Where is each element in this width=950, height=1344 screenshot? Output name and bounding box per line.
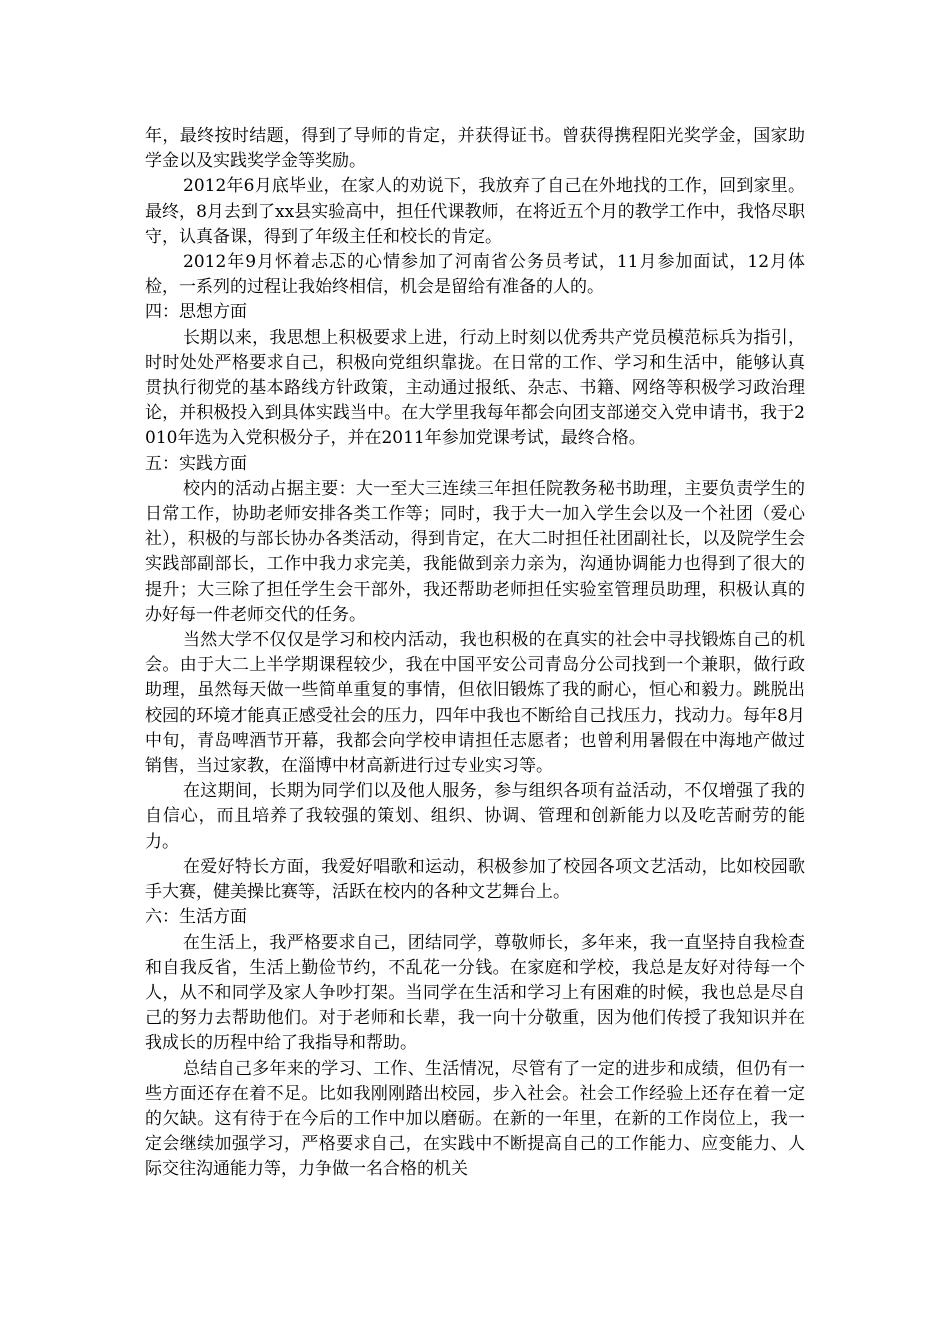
paragraph-graduation-teaching: 2012年6月底毕业，在家人的劝说下，我放弃了自己在外地找的工作，回到家里。最终，8月去到了xx县实验高中，担任代课教师，在将近五个月的教学工作中，我恪尽职守，认真备课，得到了年级主任和校长的肯定。 <box>145 176 805 247</box>
paragraph-service: 在这期间，长期为同学们以及他人服务，参与组织各项有益活动，不仅增强了我的自信心，而且培养了我较强的策划、组织、协调、管理和创新能力以及吃苦耐劳的能力。 <box>145 781 805 852</box>
paragraph-social-practice: 当然大学不仅仅是学习和校内活动，我也积极的在真实的社会中寻找锻炼自己的机会。由于大二上半学期课程较少，我在中国平安公司青岛分公司找到一个兼职，做行政助理，虽然每天做一些简单重复的事情，但依旧锻炼了我的耐心，恒心和毅力。跳脱出校园的环境才能真正感受社会的压力，四年中我也不断给自己找压力，找动力。每年8月中旬，青岛啤酒节开幕，我都会向学校申请担任志愿者；也曾利用暑假在中海地产做过销售，当过家教，在淄博中材高新进行过专业实习等。 <box>145 630 805 777</box>
document-page <box>145 124 805 1183</box>
paragraph-campus-activities: 校内的活动占据主要：大一至大三连续三年担任院教务秘书助理，主要负责学生的日常工作，协助老师安排各类工作等；同时，我于大一加入学生会以及一个社团（爱心社），积极的与部长协办各类活动，得到肯定，在大二时担任社团副社长，以及院学生会实践部副部长，工作中我力求完美，我能做到亲力亲为，沟通协调能力也得到了很大的提升；大三除了担任学生会干部外，我还帮助老师担任实验室管理员助理，积极认真的办好每一件老师交代的任务。 <box>145 478 805 625</box>
paragraph-thought: 长期以来，我思想上积极要求上进，行动上时刻以优秀共产党员模范标兵为指引，时时处处严格要求自己，积极向党组织靠拢。在日常的工作、学习和生活中，能够认真贯执行彻党的基本路线方针政策，主动通过报纸、杂志、书籍、网络等积极学习政治理论，并积极投入到具体实践当中。在大学里我每年都会向团支部递交入党申请书，我于2010年选为入党积极分子，并在2011年参加党课考试，最终合格。 <box>145 327 805 449</box>
paragraph-summary: 总结自己多年来的学习、工作、生活情况，尽管有了一定的进步和成绩，但仍有一些方面还存在着不足。比如我刚刚踏出校园，步入社会。社会工作经验上还存在着一定的欠缺。这有待于在今后的工作中加以磨砺。在新的一年里，在新的工作岗位上，我一定会继续加强学习，严格要求自己，在实践中不断提高自己的工作能力、应变能力、人际交往沟通能力等，力争做一名合格的机关 <box>145 1058 805 1180</box>
section-heading-thought: 四：思想方面 <box>145 302 247 323</box>
paragraph-life: 在生活上，我严格要求自己，团结同学，尊敬师长，多年来，我一直坚持自我检查和自我反省，生活上勤俭节约，不乱花一分钱。在家庭和学校，我总是友好对待每一个人，从不和同学及家人争吵打架。当同学在生活和学习上有困难的时候，我也总是尽自己的努力去帮助他们。对于老师和长辈，我一向十分敬重，因为他们传授了我知识并在我成长的历程中给了我指导和帮助。 <box>145 932 805 1054</box>
paragraph-hobbies: 在爱好特长方面，我爱好唱歌和运动，积极参加了校园各项文艺活动，比如校园歌手大赛，健美操比赛等，活跃在校内的各种文艺舞台上。 <box>145 856 805 903</box>
section-heading-practice: 五：实践方面 <box>145 453 247 474</box>
section-heading-life: 六：生活方面 <box>145 907 247 928</box>
paragraph-awards: 年，最终按时结题，得到了导师的肯定，并获得证书。曾获得携程阳光奖学金，国家助学金以及实践奖学金等奖励。 <box>145 126 805 172</box>
paragraph-civil-service-exam: 2012年9月怀着忐忑的心情参加了河南省公务员考试，11月参加面试，12月体检，一系列的过程让我始终相信，机会是留给有准备的人的。 <box>145 252 805 298</box>
